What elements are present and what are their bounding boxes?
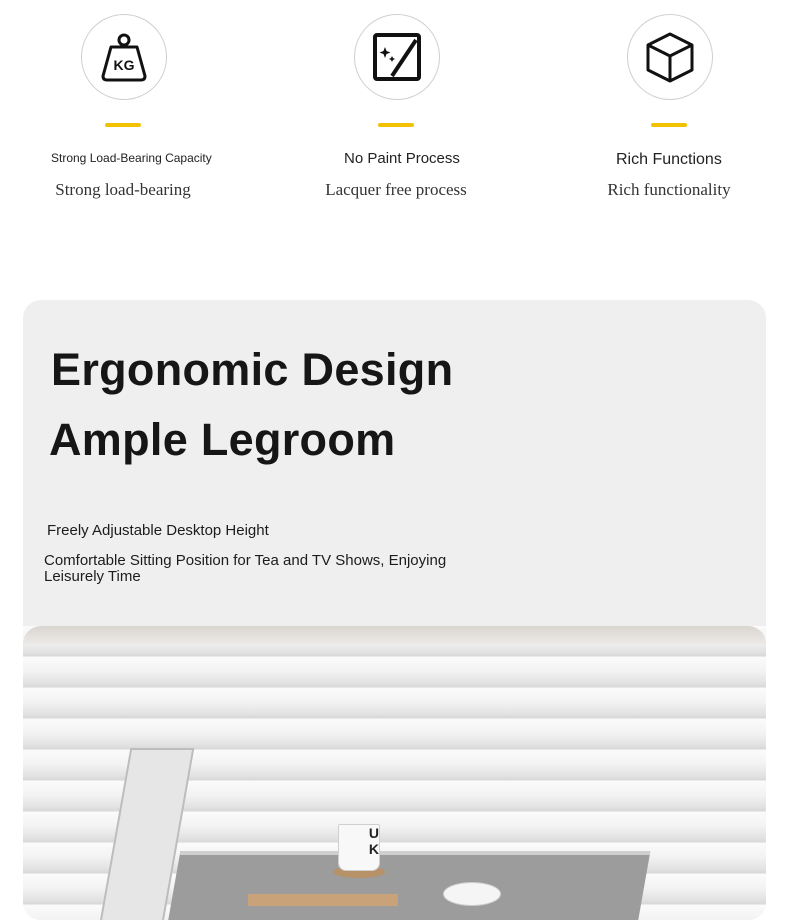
adjustable-height-text: Freely Adjustable Desktop Height (47, 522, 269, 539)
accent-bar (105, 123, 141, 127)
feature-load-bearing (3, 0, 243, 220)
weight-kg-icon (81, 14, 167, 100)
feature-title: Strong Load-Bearing Capacity (51, 151, 212, 165)
paint-free-icon (354, 14, 440, 100)
feature-no-paint (276, 0, 516, 220)
wood-plank (248, 894, 398, 906)
cube-icon (627, 14, 713, 100)
feature-subtitle: Lacquer free process (325, 180, 467, 199)
feature-title: No Paint Process (344, 150, 460, 167)
accent-bar (651, 123, 687, 127)
accent-bar (378, 123, 414, 127)
desk-surface (166, 851, 651, 920)
feature-subtitle: Strong load-bearing (55, 180, 191, 199)
heading-ergonomic-design: Ergonomic Design (51, 344, 454, 395)
comfortable-sitting-text: Comfortable Sitting Position for Tea and TV Shows, Enjoying Leisurely Time (44, 552, 447, 585)
mug-print: U K (368, 825, 379, 857)
product-photo (23, 626, 766, 920)
heading-ample-legroom: Ample Legroom (49, 414, 396, 465)
mug (338, 824, 380, 871)
feature-subtitle: Rich functionality (607, 180, 731, 199)
feature-rich-functions (549, 0, 789, 220)
ergonomic-panel (23, 300, 766, 920)
feature-title: Rich Functions (616, 151, 722, 168)
kg-label: KG (113, 57, 135, 73)
computer-mouse (443, 882, 501, 906)
photo-top-edge (23, 626, 766, 644)
